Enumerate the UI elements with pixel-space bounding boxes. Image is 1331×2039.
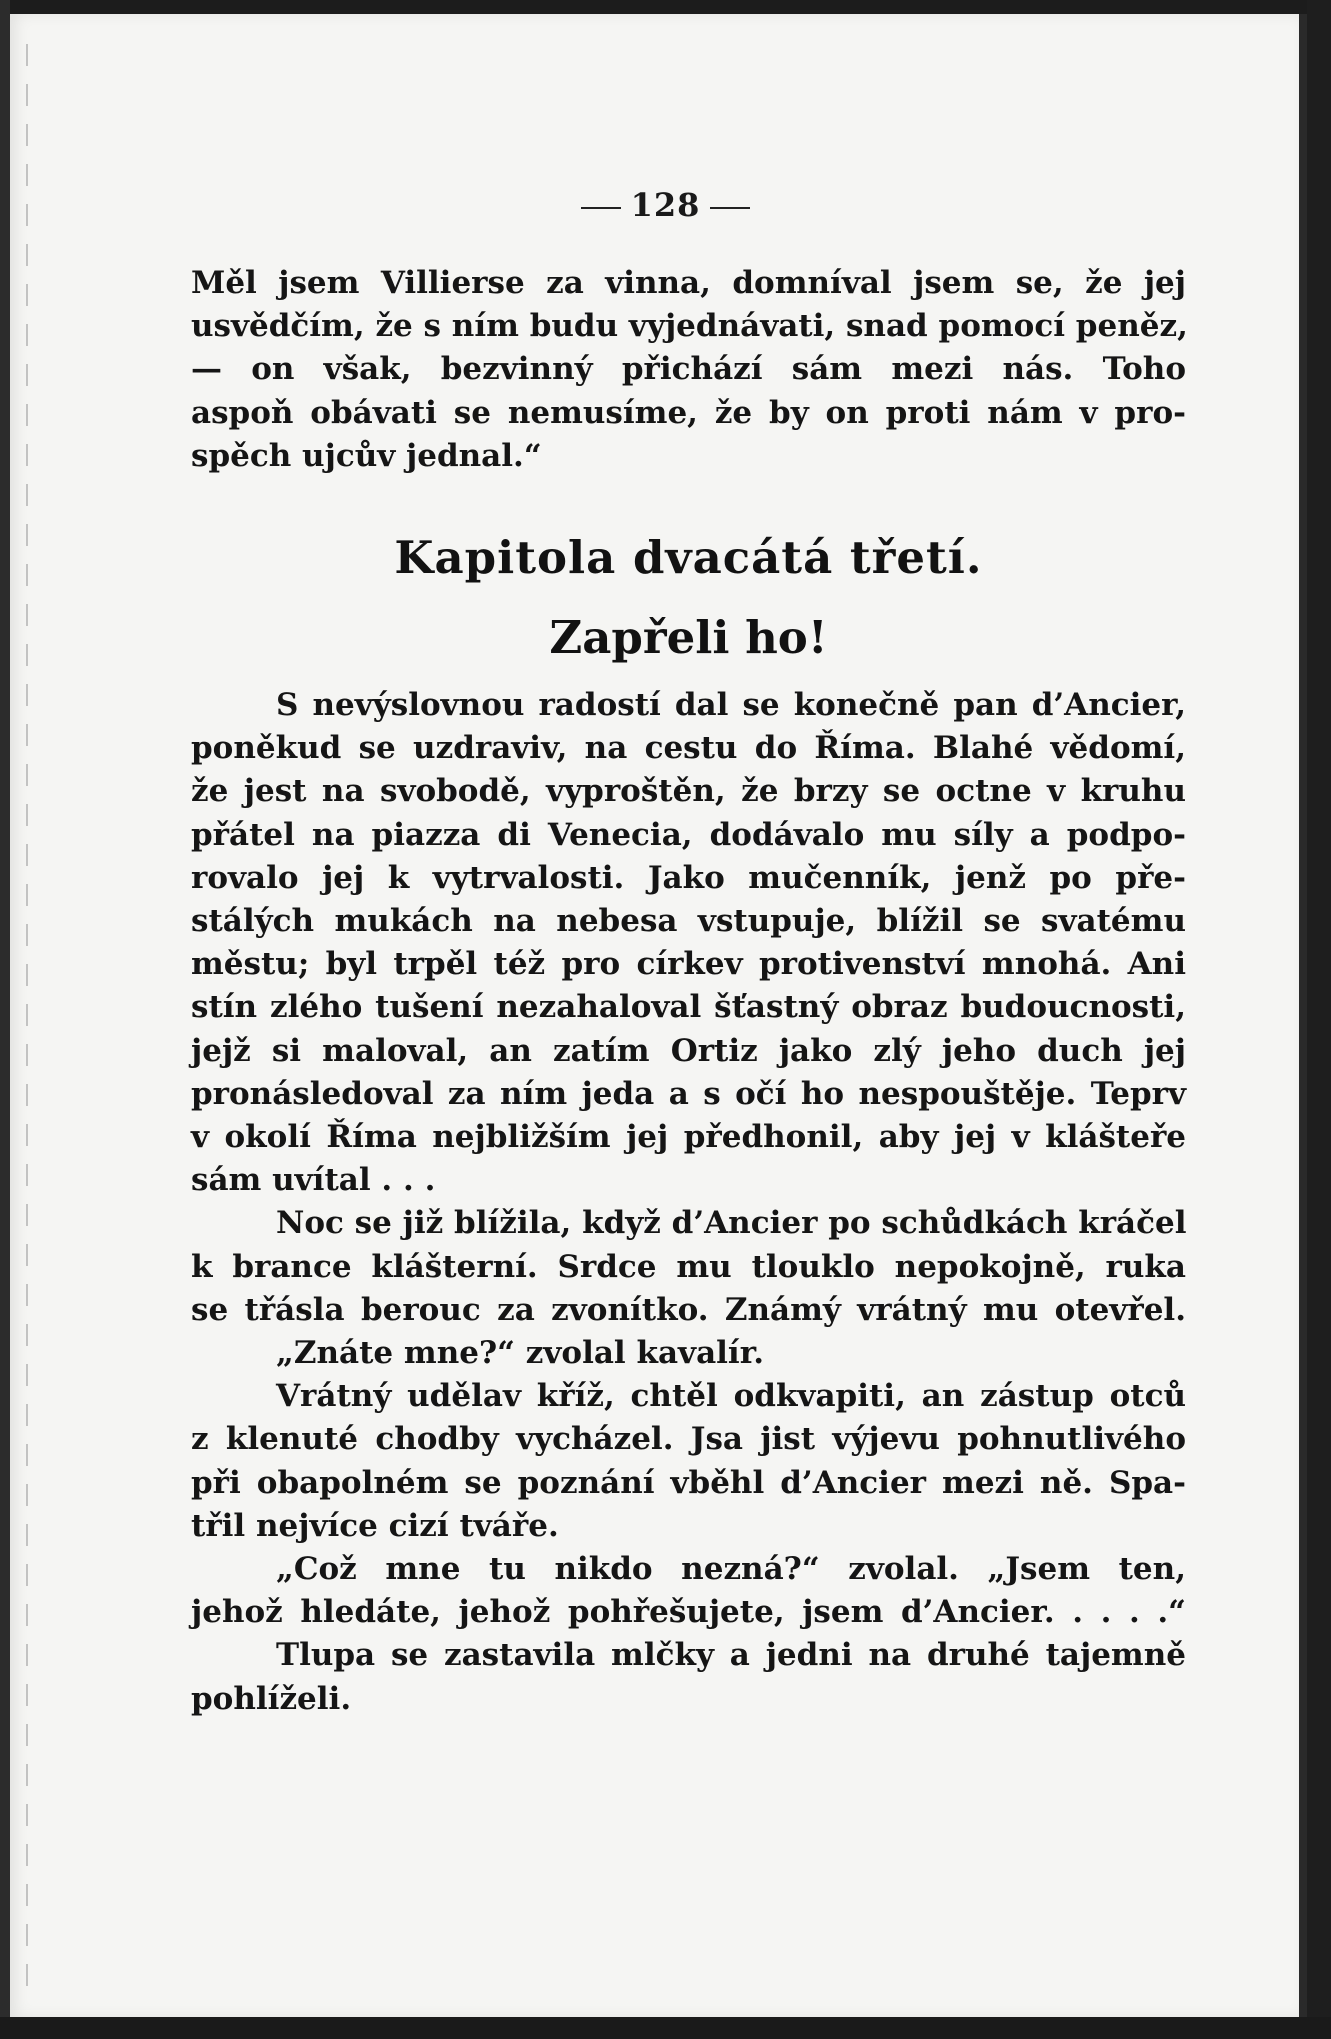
- text-line: jejž si maloval, an zatím Ortiz jako zlý jeho duch jej: [191, 1032, 1186, 1069]
- paragraph: [191, 684, 1186, 1202]
- text-line: jehož hledáte, jehož pohřešujete, jsem d’Ancier. . . . .“: [191, 1594, 1186, 1631]
- text-line: k brance klášterní. Srdce mu tlouklo nepokojně, ruka: [191, 1248, 1186, 1285]
- text-line: poněkud se uzdraviv, na cestu do Říma. Blahé vědomí,: [191, 730, 1186, 767]
- page-number-dash-right: [710, 207, 750, 209]
- paragraph: [191, 1202, 1186, 1332]
- paragraph: [191, 1375, 1186, 1548]
- paragraph: [191, 1332, 1186, 1375]
- text-line: stín zlého tušení nezahaloval šťastný obraz budoucnosti,: [191, 989, 1186, 1026]
- text-line: pohlíželi.: [191, 1680, 352, 1717]
- text-line: Noc se již blížila, když d’Ancier po schůdkách kráčel: [276, 1205, 1187, 1242]
- text-line: usvědčím, že s ním budu vyjednávati, snad pomocí peněz,: [191, 308, 1188, 345]
- chapter-subtitle: Zapřeli ho!: [549, 611, 828, 665]
- text-line: „Což mne tu nikdo nezná?“ zvolal. „Jsem ten,: [276, 1551, 1186, 1588]
- text-line: městu; byl trpěl též pro církev protivenství mnohá. Ani: [191, 946, 1186, 983]
- page-number-dash-left: [581, 207, 621, 209]
- text-line: „Znáte mne?“ zvolal kavalír.: [276, 1335, 764, 1372]
- chapter-title: Kapitola dvacátá třetí.: [394, 531, 983, 585]
- paragraph: [191, 1634, 1186, 1720]
- page-number: [0, 186, 1331, 224]
- text-line: pronásledoval za ním jeda a s očí ho nespouštěje. Teprv: [191, 1075, 1186, 1112]
- text-line: z klenuté chodby vycházel. Jsa jist výjevu pohnutlivého: [191, 1421, 1186, 1458]
- binding-shadow: [26, 44, 28, 2004]
- page-text: [191, 262, 1186, 1721]
- text-line: přátel na piazza di Venecia, dodávalo mu síly a podpo-: [191, 816, 1186, 853]
- text-line: v okolí Říma nejbližším jej předhonil, aby jej v klášteře: [191, 1119, 1186, 1156]
- text-line: že jest na svobodě, vyproštěn, že brzy se octne v kruhu: [191, 773, 1186, 810]
- scan-right-edge: [1307, 0, 1331, 2039]
- text-line: Měl jsem Villierse za vinna, domníval jsem se, že jej: [191, 265, 1186, 301]
- text-line: spěch ujcův jednal.“: [191, 437, 542, 474]
- text-line: Tlupa se zastavila mlčky a jedni na druhé tajemně: [276, 1637, 1186, 1674]
- text-line: stálých mukách na nebesa vstupuje, blížil se svatému: [191, 903, 1186, 940]
- continuation-paragraph: [191, 262, 1186, 478]
- page-number-value: 128: [630, 186, 701, 224]
- text-line: se třásla berouc za zvonítko. Známý vrátný mu otevřel.: [191, 1291, 1186, 1328]
- scan-top-edge: [0, 0, 1331, 14]
- text-line: Vrátný udělav kříž, chtěl odkvapiti, an zástup otců: [276, 1378, 1186, 1415]
- paragraph: [191, 1548, 1186, 1634]
- text-line: sám uvítal . . .: [191, 1162, 436, 1199]
- text-line: — on však, bezvinný přichází sám mezi nás. Toho: [191, 351, 1186, 388]
- text-line: S nevýslovnou radostí dal se konečně pan d’Ancier,: [276, 687, 1186, 724]
- scan-left-edge: [0, 0, 10, 2039]
- text-line: při obapolném se poznání vběhl d’Ancier mezi ně. Spa-: [191, 1464, 1186, 1501]
- text-line: třil nejvíce cizí tváře.: [191, 1507, 559, 1544]
- text-line: aspoň obávati se nemusíme, že by on proti nám v pro-: [191, 394, 1186, 431]
- scan-bottom-edge: [0, 2017, 1331, 2039]
- text-line: rovalo jej k vytrvalosti. Jako mučenník, jenž po pře-: [191, 859, 1186, 896]
